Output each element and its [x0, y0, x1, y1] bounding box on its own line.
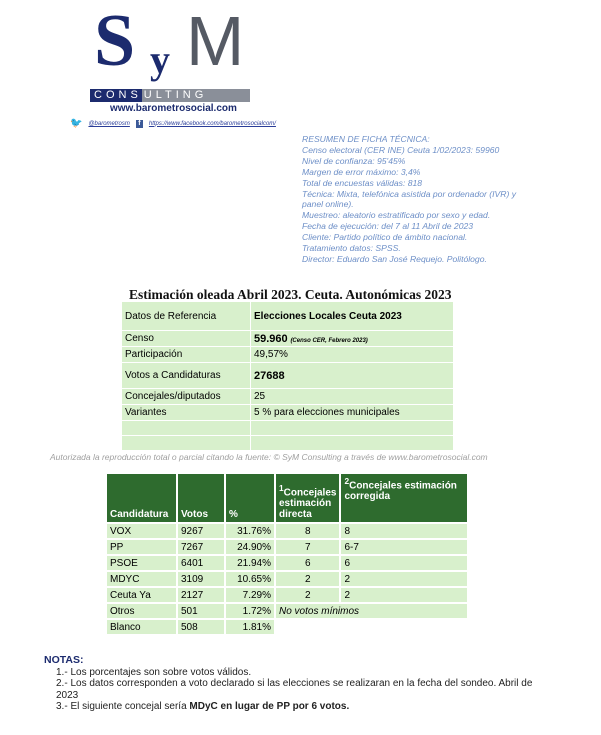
empty-cell	[251, 421, 454, 436]
header-pct: %	[225, 473, 275, 523]
nota-3	[44, 701, 544, 713]
cell-votos: 7267	[177, 539, 225, 555]
ficha-line: Nivel de confianza: 95'45%	[302, 155, 406, 166]
website-link[interactable]: www.barometrosocial.com	[110, 103, 237, 114]
censo-value: 59.960	[254, 332, 288, 345]
cell-votos: 501	[177, 603, 225, 619]
cell-pct: 1.72%	[225, 603, 275, 619]
table-row	[106, 539, 468, 555]
ficha-line: Fecha de ejecución: del 7 al 11 Abril de 2023	[302, 221, 474, 232]
ref-value: 27688	[251, 363, 454, 389]
logo-letter-s: S	[94, 0, 136, 82]
ficha-line: Técnica: Mixta, telefónica asistida por ordenador (IVR) y panel online).	[302, 188, 516, 210]
table-row	[122, 389, 454, 405]
table-row	[122, 421, 454, 436]
ref-label: Censo	[122, 331, 251, 347]
cell-pct: 7.29%	[225, 587, 275, 603]
twitter-link[interactable]: @barometrosm	[88, 120, 130, 127]
cell-directa: 2	[275, 587, 340, 603]
table-row	[122, 347, 454, 363]
table-row	[106, 523, 468, 539]
nota-2: 2.- Los datos corresponden a voto declarado si las elecciones se realizaran en la fecha del sondeo. Abril de 2023	[56, 678, 533, 701]
cell-pct: 31.76%	[225, 523, 275, 539]
table-row	[106, 619, 468, 635]
cell-candidatura: PSOE	[106, 555, 177, 571]
cell-corregida: 6	[340, 555, 468, 571]
ficha-tecnica	[302, 134, 516, 265]
table-row	[122, 405, 454, 421]
header-corregida-text: Concejales estimación corregida	[344, 480, 457, 503]
footnote-1: 1	[279, 482, 284, 493]
cell-candidatura: MDYC	[106, 571, 177, 587]
cell-candidatura: Otros	[106, 603, 177, 619]
empty-cell	[122, 421, 251, 436]
cell-votos: 508	[177, 619, 225, 635]
nota-3-bold: MDyC en lugar de PP por 6 votos.	[189, 701, 350, 712]
cell-candidatura: Blanco	[106, 619, 177, 635]
logo-consulting-bar	[90, 89, 250, 102]
facebook-link[interactable]: https://www.facebook.com/barometrosocialcom/	[148, 120, 276, 127]
ref-value: 5 % para elecciones municipales	[251, 405, 454, 421]
header-candidatura: Candidatura	[106, 473, 177, 523]
cell-corregida: 2	[340, 571, 468, 587]
cell-votos: 3109	[177, 571, 225, 587]
table-row	[106, 571, 468, 587]
logo-letter-m: M	[186, 2, 245, 80]
cell-directa: 7	[275, 539, 340, 555]
logo-bar-grey: ULTING	[142, 89, 250, 102]
cell-candidatura: Ceuta Ya	[106, 587, 177, 603]
ficha-line: Tratamiento datos: SPSS.	[302, 243, 401, 254]
notas-section	[44, 655, 544, 713]
header-directa-text: Concejales estimación directa	[279, 487, 337, 520]
cell-candidatura: VOX	[106, 523, 177, 539]
social-links	[70, 118, 276, 129]
table-row	[122, 331, 454, 347]
empty-cell	[251, 436, 454, 451]
empty-cell	[275, 619, 340, 635]
ref-label: Votos a Candidaturas	[122, 363, 251, 389]
reference-table	[121, 301, 454, 451]
ref-value: Elecciones Locales Ceuta 2023	[251, 302, 454, 331]
notas-title: NOTAS:	[44, 654, 84, 666]
table-row	[106, 587, 468, 603]
cell-pct: 10.65%	[225, 571, 275, 587]
ficha-title: RESUMEN DE FICHA TÉCNICA:	[302, 134, 430, 144]
cell-directa: 6	[275, 555, 340, 571]
header-votos: Votos	[177, 473, 225, 523]
facebook-icon: f	[136, 120, 143, 128]
table-row	[122, 302, 454, 331]
table-row	[122, 436, 454, 451]
cell-corregida: 8	[340, 523, 468, 539]
ref-label: Datos de Referencia	[122, 302, 251, 331]
estimacion-title: Estimación oleada Abril 2023. Ceuta. Autonómicas 2023	[129, 287, 452, 302]
cell-votos: 6401	[177, 555, 225, 571]
ref-value: 25	[251, 389, 454, 405]
results-header-row	[106, 473, 468, 523]
empty-cell	[340, 619, 468, 635]
header-corregida	[340, 473, 468, 523]
ref-label: Concejales/diputados	[122, 389, 251, 405]
cell-candidatura: PP	[106, 539, 177, 555]
cell-corregida: 2	[340, 587, 468, 603]
ref-value-cell	[251, 331, 454, 347]
twitter-icon: 🐦	[70, 118, 83, 129]
cell-pct: 1.81%	[225, 619, 275, 635]
ficha-line: Director: Eduardo San José Requejo. Politólogo.	[302, 253, 487, 264]
table-row	[106, 603, 468, 619]
table-row	[106, 555, 468, 571]
ref-label: Variantes	[122, 405, 251, 421]
ficha-line: Margen de error máximo: 3,4%	[302, 166, 421, 177]
ficha-line: Censo electoral (CER INE) Ceuta 1/02/2023: 59960	[302, 144, 500, 155]
results-table	[105, 472, 469, 636]
cell-pct: 21.94%	[225, 555, 275, 571]
authorization-note: Autorizada la reproducción total o parcial citando la fuente: © SyM Consulting a través de www.barometrosocial.com	[50, 452, 488, 462]
nota-3-text: 3.- El siguiente concejal sería	[56, 701, 190, 712]
ficha-line: Muestreo: aleatorio estratificado por sexo y edad.	[302, 210, 491, 221]
censo-note: (Censo CER, Febrero 2023)	[290, 337, 368, 344]
ficha-line: Cliente: Partido político de ámbito nacional.	[302, 232, 468, 243]
logo-letter-y: y	[150, 37, 170, 82]
table-row	[122, 363, 454, 389]
cell-votos: 9267	[177, 523, 225, 539]
logo-bar-dark: CONS	[90, 89, 142, 102]
ref-value: 49,57%	[251, 347, 454, 363]
cell-pct: 24.90%	[225, 539, 275, 555]
cell-corregida: 6-7	[340, 539, 468, 555]
header-directa	[275, 473, 340, 523]
empty-cell	[122, 436, 251, 451]
cell-directa: 2	[275, 571, 340, 587]
ficha-line: Total de encuestas válidas: 818	[302, 177, 423, 188]
ref-label: Participación	[122, 347, 251, 363]
cell-directa: 8	[275, 523, 340, 539]
cell-no-votos: No votos mínimos	[275, 603, 468, 619]
footnote-2: 2	[344, 476, 350, 486]
cell-votos: 2127	[177, 587, 225, 603]
nota-1: 1.- Los porcentajes son sobre votos válidos.	[56, 666, 252, 678]
